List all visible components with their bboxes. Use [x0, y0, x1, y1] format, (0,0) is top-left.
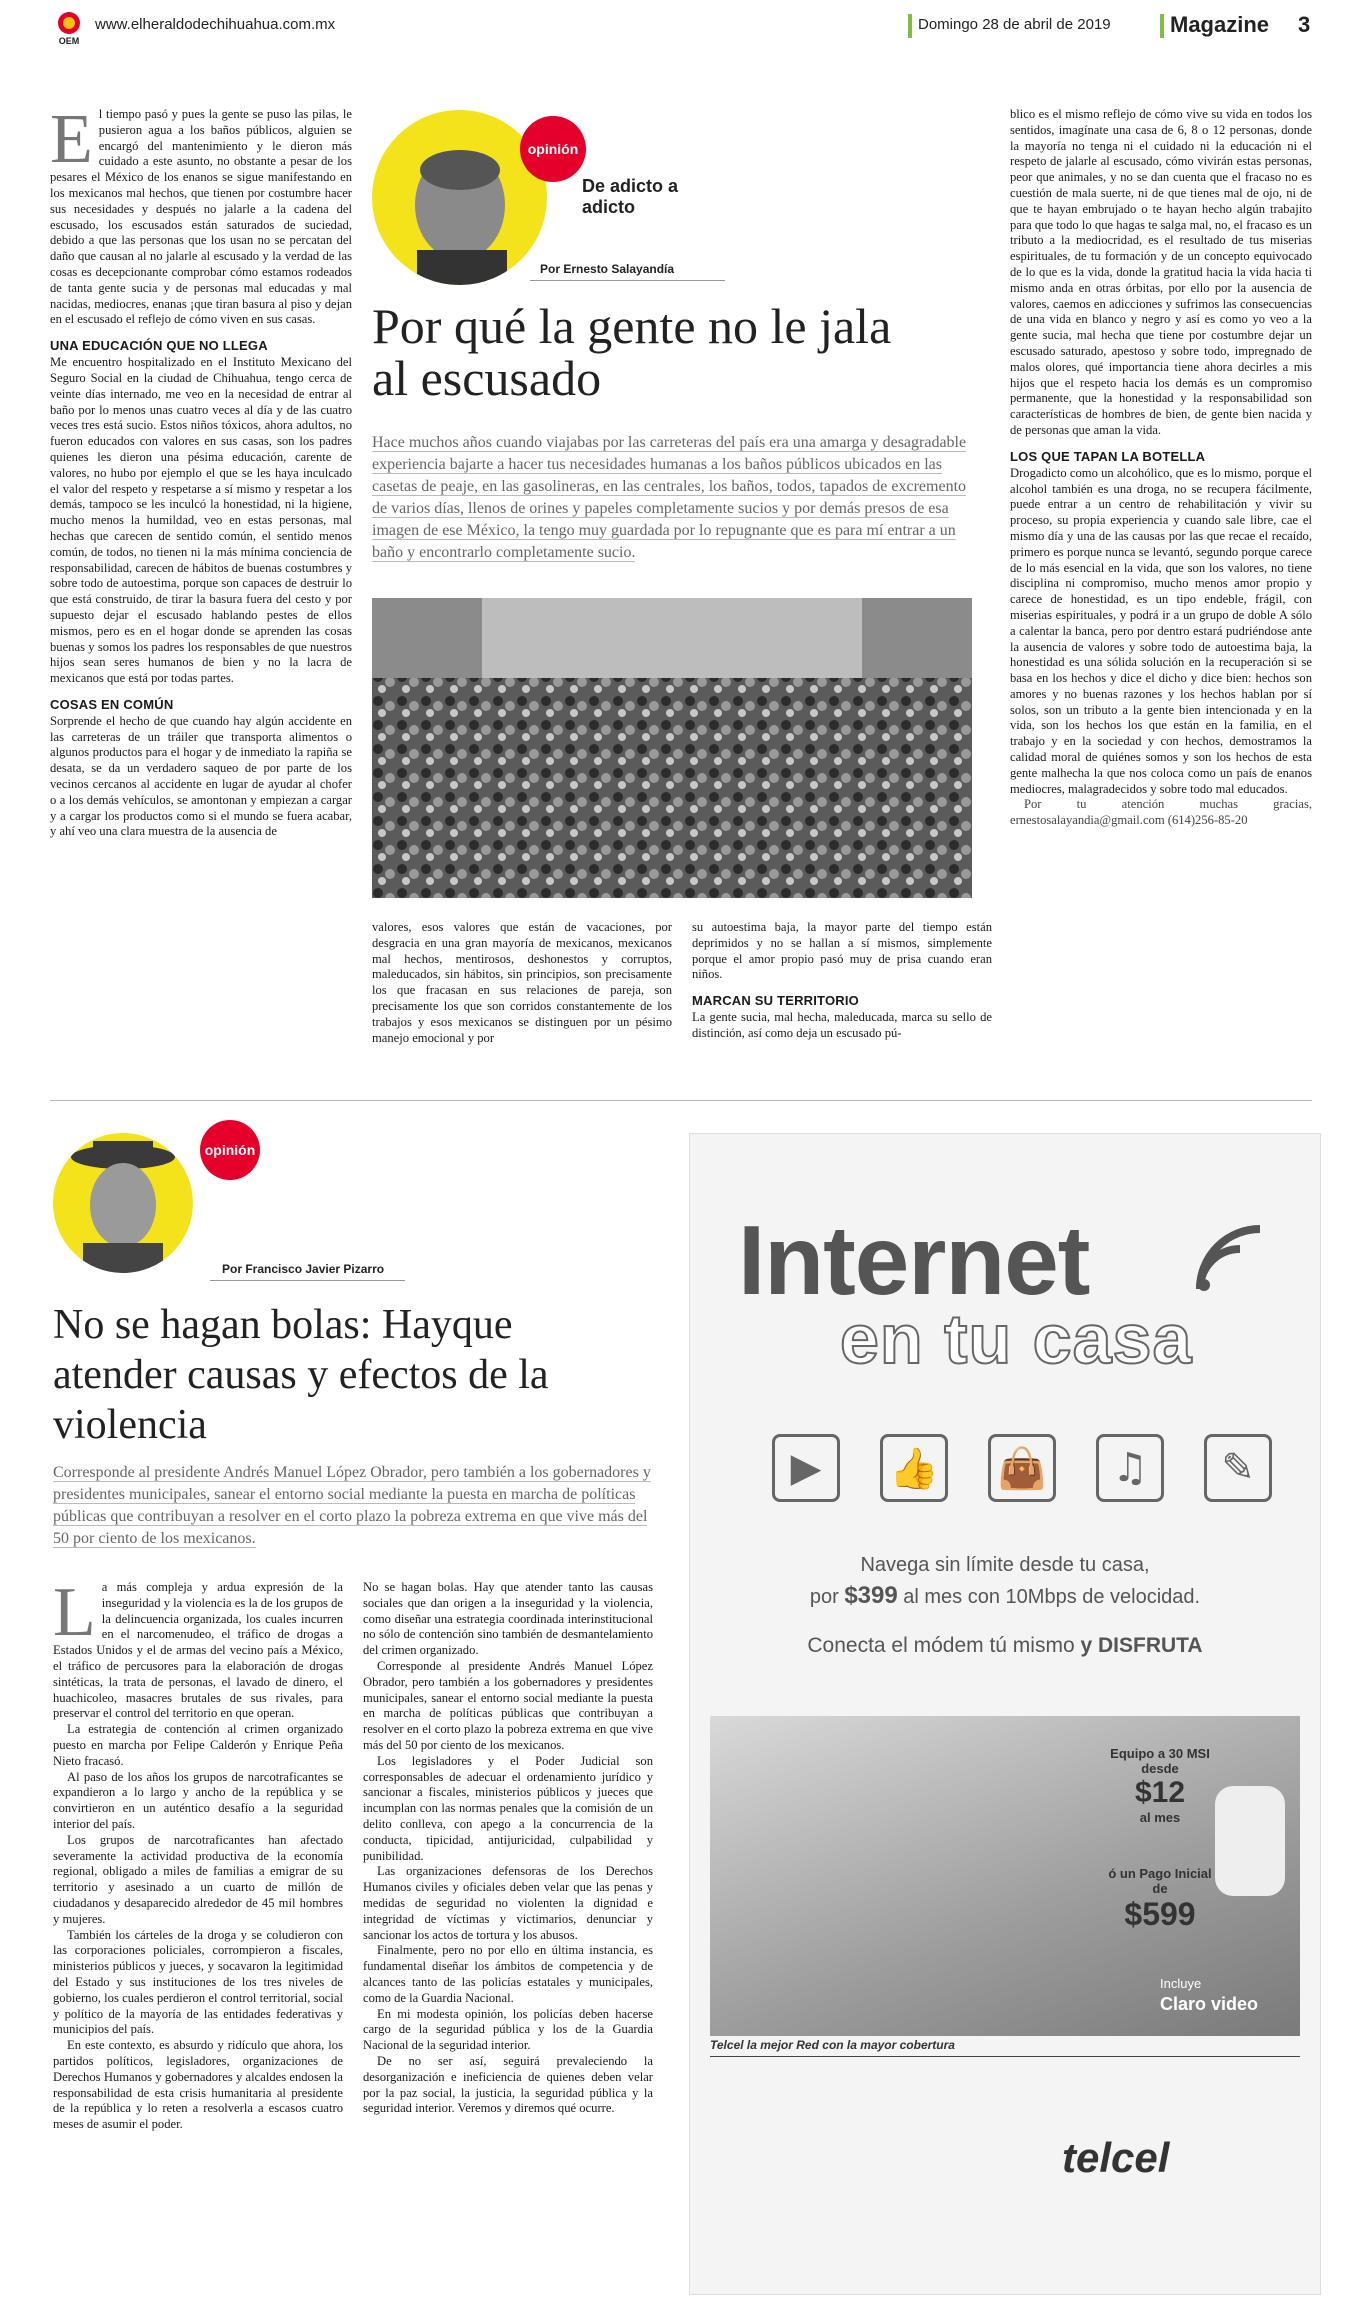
column-name: De adicto a adicto	[582, 176, 679, 217]
telcel-advertisement[interactable]	[689, 1133, 1321, 2295]
article2-paragraph: La estrategia de contención al crimen organizado puesto en marcha por Felipe Calderón y Enrique Peña Nieto fracasó.	[53, 1722, 343, 1768]
byline-rule	[210, 1280, 405, 1281]
article2-paragraph: Los legisladores y el Poder Judicial son corresponsables de adecuar el ordenamiento jurídico y sancionar a fiscales, ministerios públicos y jueces que incumplan con las normas penales que la comisión de un delito conlleva, con apego a la concurrencia de la conducta, tipicidad, antijuricidad, culpabilidad y punibilidad.	[363, 1753, 653, 1863]
article1-paragraph: valores, esos valores que están de vacaciones, por desgracia en una gran mayoría de mexicanos, mexicanos mal hechos, mentirosos, deshonestos y corruptos, maleducados, sin hábitos, sin principios, son precisamente los que fracasan en sus relaciones de pareja, son precisamente los que son corridos constantemente de los trabajos y esos mexicanos se distinguen por un pésimo manejo emocional y por	[372, 920, 672, 1045]
tag-icon: ✎	[1204, 1434, 1272, 1502]
claro-video-logo: Claro video	[1160, 1994, 1259, 2014]
date-divider	[908, 14, 912, 38]
includes-label: Incluye	[1160, 1976, 1202, 1991]
article2-paragraph: No se hagan bolas. Hay que atender tanto las causas sociales que dan origen a la inseguridad y la violencia, como diseñar una estrategia coordinada interinstitucional no sólo de contención sino también de desmantelamiento del crimen organizado.	[363, 1580, 653, 1658]
ad-line-3: Conecta el módem tú mismo y DISFRUTA	[807, 1634, 1203, 1657]
author-photo-salayandia	[372, 110, 547, 285]
crowd-photo	[372, 598, 972, 898]
section-divider	[1160, 14, 1164, 38]
promo-price: $599	[1124, 1896, 1196, 1932]
ad-price: $399	[844, 1582, 898, 1609]
author-contact: Por tu atención muchas gracias, ernestosalayandia@gmail.com (614)256-85-20	[1010, 797, 1312, 828]
article2-paragraph: En mi modesta opinión, los policías deben hacerse cargo de la seguridad pública y los de la Guardia Nacional de la seguridad interior.	[363, 2006, 653, 2053]
ad-photo	[710, 1716, 1300, 2036]
ad-rule	[710, 2056, 1300, 2057]
article1-subhead: MARCAN SU TERRITORIO	[692, 993, 859, 1009]
promo-price: $12	[1134, 1776, 1186, 1809]
article1-column-4	[1010, 107, 1312, 829]
article1-deck: Hace muchos años cuando viajabas por las carreteras del país era una amarga y desagradable experiencia bajarte a hacer tus necesidades humanas a los baños públicos ubicados en las casetas de peaje, en las gasolineras, en las centrales, los baños, todos, tapados de excremento de varios días, llenos de orines y papeles completamente sucios y por demás presos de esa imagen de ese México, la tengo muy guardada por lo repugnante que es para mí entrar a un baño y encontrarlo completamente sucio.	[372, 434, 967, 561]
article2-dropcap: L	[53, 1574, 96, 1651]
article1-paragraph: su autoestima baja, la mayor parte del tiempo están deprimidos y no se hallan a sí mismos, simplemente porque el amor propio pasó muy de prisa cuando eran niños.	[692, 920, 992, 982]
opinion-badge: opinión	[520, 116, 586, 182]
article1-subhead: COSAS EN COMÚN	[50, 696, 174, 712]
telcel-logo: telcel	[1062, 2134, 1170, 2181]
bag-icon: 👜	[988, 1434, 1056, 1502]
article1-byline: Por Ernesto Salayandía	[540, 262, 675, 276]
promo-installments: Equipo a 30 MSI desde $12 al mes	[1105, 1746, 1215, 1825]
site-url[interactable]: www.elheraldodechihuahua.com.mx	[95, 16, 336, 33]
video-icon: ▶	[772, 1434, 840, 1502]
article2-column-2	[363, 1580, 653, 2117]
article2-paragraph: Corresponde al presidente Andrés Manuel López Obrador, pero también a los gobernadores y presidentes municipales, sanear el entorno social mediante la puesta en marcha de políticas públicas que contribuyan a resolver en el corto plazo la pobreza extrema en que vive más del 50 por ciento de los mexicanos.	[363, 1658, 653, 1752]
byline-rule	[530, 280, 725, 281]
article1-paragraph: l tiempo pasó y pues la gente se puso las pilas, le pusieron agua a los baños públicos, alguien se encargó del mantenimiento y le dieron más cuidado a este asunto, no obstante a pesar de los pesares el México de los enanos se sigue manifestando en los mexicanos mal hechos, que tienen por costumbre hacer sus necesidades y después no jalarle a la cadena del escusado, los escusados están saturados de suciedad, debido a que las personas que los usan no se percatan del daño que causan al no jalarle al escusado y la verdad de las cosas es decepcionante comprobar cómo estamos rodeados de tanta gente sucia y de personas mal educadas y mal nacidas, mediocres, enanas ¡que tiran basura al piso y dejan en el escusado el reflejo de cómo viven en sus casas.	[50, 107, 352, 327]
section-name: Magazine	[1170, 12, 1270, 37]
article2-deck: Corresponde al presidente Andrés Manuel López Obrador, pero también a los gobernadores y presidentes municipales, sanear el entorno social mediante la puesta en marcha de políticas públicas que contribuyan a resolver en el corto plazo la pobreza extrema en que vive más del 50 por ciento de los mexicanos.	[53, 1464, 651, 1547]
ad-title: Internet	[738, 1205, 1090, 1315]
like-icon: 👍	[880, 1434, 948, 1502]
oem-logo	[50, 8, 88, 46]
article2-paragraph: a más compleja y ardua expresión de la inseguridad y la violencia es la de los grupos de la delincuencia organizada, los cuales incurren en el narcomenudeo, el tráfico de drogas a Estados Unidos y el de armas del vecino país a México, el tráfico de percusores para la elaboración de drogas sintéticas, la trata de personas, el lavado de dinero, el huachicoleo, masacres brutales de sus rivales, para preservar el control del territorio en que operan.	[53, 1580, 343, 1721]
ad-tagline: Telcel la mejor Red con la mayor cobertura	[710, 2038, 955, 2052]
article1-subhead: LOS QUE TAPAN LA BOTELLA	[1010, 448, 1206, 464]
ad-line-2: por $399 al mes con 10Mbps de velocidad.	[809, 1582, 1201, 1609]
ad-subtitle: en tu casa	[840, 1300, 1193, 1378]
article2-byline: Por Francisco Javier Pizarro	[222, 1262, 385, 1276]
article1-column-3	[692, 920, 992, 1042]
article2-paragraph: También los cárteles de la droga y se coludieron con las corporaciones policiales, corrompieron a fiscales, ministerios públicos y jueces, y socavaron la legitimidad del Estado y sus instituciones de los tres niveles de gobierno, los cuales perdieron el control territorial, social y político de la mayoría de las entidades federativas y municipios del país.	[53, 1927, 343, 2037]
author-photo-pizarro	[53, 1133, 193, 1273]
article2-paragraph: Las organizaciones defensoras de los Derechos Humanos civiles y oficiales deben velar que las penas y medidas de seguridad no violenten la dignidad e integridad de víctimas y victimarios, denunciar y sancionar los actos de tortura y los abusos.	[363, 1864, 653, 1942]
section-rule	[50, 1100, 1312, 1101]
article1-subhead: UNA EDUCACIÓN QUE NO LLEGA	[50, 338, 268, 354]
article2-paragraph: Los grupos de narcotraficantes han afectado severamente la actividad productiva de la economía regional, obligado a miles de familias a emigrar de su territorio y asesinado a un cuarto de millón de ciudadanos y desaparecido alrededor de 45 mil hombres y mujeres.	[53, 1832, 343, 1926]
article2-paragraph: Finalmente, pero no por ello en última instancia, es fundamental diseñar los ámbitos de competencia y de alcances tanto de las policías estatales y municipales, como de la Guardia Nacional.	[363, 1943, 653, 2005]
article1-column-2	[372, 920, 672, 1046]
article1-dropcap: E	[50, 101, 93, 178]
article1-paragraph: Drogadicto como un alcohólico, que es lo mismo, porque el alcohol también es una droga, no se recupera fácilmente, puede entrar a un centro de rehabilitación y vivir su proceso, su propia experiencia y cuando sale libre, cae el mismo día y una de las causas por las que recae el recaído, primero es porque nunca se levantó, segundo porque carece de lo más esencial en la vida, que son los valores, no tiene disciplina ni compromiso, mucho menos amor propio y carece de honestidad, es un tipo endeble, frágil, con miserias espirituales, y podrá ir a un grupo de doble A sólo a calentar la banca, pero por dentro estará pudriéndose ante la ausencia de valores y sobre todo de autoestima baja, la honestidad es una sólida solución en la recuperación si se basa en los hechos y dice el dicho y dice bien: hechos son amores y no buenas razones y los hechos hablan por sí solos, son un tributo a la gente bien intencionada y en la vida, son los hechos los que están en la familia, en el trabajo y en la sociedad y con hechos, demostramos la calidad moral de quiénes somos y son los hechos de esta gente malhecha la que nos coloca como un país de enanos mediocres, malagradecidos y sobre todo mal educados.	[1010, 465, 1312, 796]
article2-headline: No se hagan bolas: Hayque atender causas y efectos de la violencia	[53, 1302, 549, 1448]
wifi-icon	[1190, 1219, 1270, 1304]
article1-paragraph: Me encuentro hospitalizado en el Instituto Mexicano del Seguro Social en la ciudad de Chihuahua, tengo cerca de veinte días internado, me veo en la necesidad de entrar al baño por lo menos unas cuatro veces al día y de las cuatro veces tres está sucio. Estos niños tóxicos, ahora adultos, no fueron educados con valores en sus casas, son los padres quienes les dieron una pésima educación, carente de valores, no hubo por ejemplo el que se les haya inculcado el valor del respeto y respetarse a sí mismo y respetar a los demás, tampoco se les inculcó la honestidad, ni la higiene, mucho menos la humildad, veo en estas personas, mal hechas que carecen de sentido común, el sentido menos común, de todos, no tienen ni la más mínima conciencia de responsabilidad, carecen de hábitos de buenas costumbres y sobre todo de autoestima, porque son capaces de destruir lo que está construido, de tirar la basura fuera del cesto y por supuesto dejar el escusado hablando pestes de ellos mismos, pero es en el hogar donde se aprenden las cosas buenas y somos los padres los responsables de que nuestros hijos sean seres humanos de bien y no la lacra de mexicanos que está por todas partes.	[50, 355, 352, 686]
promo-initial-payment: ó un Pago Inicial de $599	[1105, 1866, 1215, 1933]
modem-image	[1215, 1786, 1285, 1896]
article2-column-1	[53, 1574, 343, 2133]
music-icon: ♫	[1096, 1434, 1164, 1502]
issue-date: Domingo 28 de abril de 2019	[918, 16, 1111, 33]
article1-paragraph: La gente sucia, mal hecha, maleducada, marca su sello de distinción, así como deja un escusado pú-	[692, 1010, 992, 1040]
page-number: 3	[1298, 12, 1311, 37]
logo-text: OEM	[58, 36, 80, 46]
ad-line-1: Navega sin límite desde tu casa,	[860, 1554, 1150, 1576]
article1-paragraph: blico es el mismo reflejo de cómo vive su vida en todos los sentidos, imagínate una casa de 6, 8 o 12 personas, donde la mayoría no tenga ni el cuidado ni la educación ni el respeto de jalarle al escusado, cómo vivirán estas personas, peor que animales, y no se dan cuenta que el fracaso no es cuestión de mala suerte, ni de que tienes mal de ojo, ni de que te hayan embrujado o te hayan hecho algún trabajito para que todo lo que hagas te salga mal, no, el fracaso es un tributo a la mediocridad, es el resultado de tus miserias espirituales, de tu formación y de un concepto equivocado de lo que es la vida, donde la gratitud hacia la vida hacia ti mismo anda en otras órbitas, por ello por la ausencia de valores, caemos en adicciones y sufrimos las consecuencias de una vida en blanco y negro y así es como yo veo a la gente sucia, mal hecha que tiene por costumbre dejar un escusado saturado, apestoso y sobre todo, impregnado de malos olores, qué importancia tiene ahora decirles a mis hijos que el respeto hacia los demás es un compromiso permanente, que la honestidad y la responsabilidad son características de hombres de bien, de gente bien nacida y de personas que aman la vida.	[1010, 107, 1312, 437]
opinion-badge: opinión	[200, 1120, 260, 1180]
article2-paragraph: En este contexto, es absurdo y ridículo que ahora, los partidos políticos, legisladores, organizaciones de Derechos Humanos y gobernadores y alcaldes endosen la responsabilidad de esta crisis humanitaria al presidente de la república y lo reten a resolverla a escasos cuatro meses de asumir el poder.	[53, 2038, 343, 2132]
article2-paragraph: Al paso de los años los grupos de narcotraficantes se expandieron a lo largo y ancho de la república y se convirtieron en un auténtico desafío a la seguridad interior del país.	[53, 1769, 343, 1831]
article1-headline: Por qué la gente no le jala al escusado	[372, 298, 892, 406]
article2-paragraph: De no ser así, seguirá prevaleciendo la desorganización e ineficiencia de quienes deben velar por la paz social, la justicia, la seguridad pública y la seguridad interior. Veremos y diremos qué ocurre.	[363, 2053, 653, 2116]
article1-paragraph: Sorprende el hecho de que cuando hay algún accidente en las carreteras de un tráiler que transporta alimentos o algunos productos para el hogar y de inmediato la rapiña se desata, se da un verdadero saqueo de por parte de los vecinos cercanos al accidente en lugar de ayudar al chofer o a los demás vehículos, se amontonan y empiezan a cargar y a cargar los productos como si el mundo se fuera acabar, y ahí veo una clara muestra de la ausencia de	[50, 713, 352, 839]
article1-column-1	[50, 101, 352, 840]
